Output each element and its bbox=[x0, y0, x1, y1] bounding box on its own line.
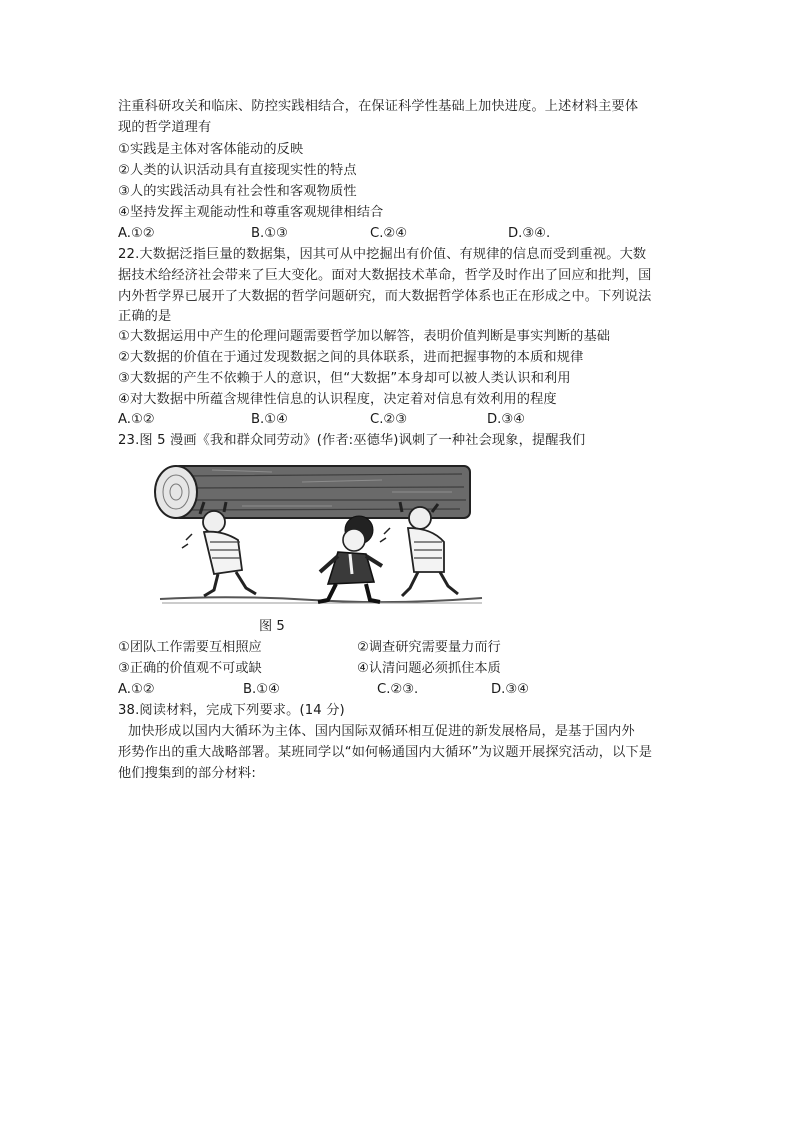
q38-para-line1: 加快形成以国内大循环为主体、国内国际双循环相互促进的新发展格局，是基于国内外 bbox=[128, 724, 635, 739]
q22-stem-line1: 22.大数据泛指巨量的数据集，因其可从中挖掘出有价值、有规律的信息而受到重视。大数 bbox=[118, 247, 647, 262]
q22-stem-line3: 内外哲学界已展开了大数据的哲学问题研究，而大数据哲学体系也正在形成之中。下列说法 bbox=[118, 289, 652, 304]
q38-title: 38.阅读材料，完成下列要求。(14 分) bbox=[118, 703, 345, 718]
q23-option-b: B.①④ bbox=[243, 682, 280, 697]
cartoon-figure bbox=[152, 462, 486, 610]
q22-options bbox=[118, 410, 678, 430]
q22-option-d: D.③④ bbox=[487, 412, 525, 427]
q23-items-row1 bbox=[118, 638, 678, 658]
q22-option-c: C.②③ bbox=[370, 412, 408, 427]
q23-items-row2 bbox=[118, 659, 678, 679]
q38-para-line2: 形势作出的重大战略部署。某班同学以“如何畅通国内大循环”为议题开展探究活动，以下是 bbox=[118, 745, 653, 760]
q23-item-1: ①团队工作需要互相照应 bbox=[118, 640, 262, 655]
q23-option-c: C.②③. bbox=[377, 682, 419, 697]
q21-stem-line2: 现的哲学道理有 bbox=[118, 120, 212, 135]
figure-caption: 图 5 bbox=[259, 619, 285, 634]
q23-item-4: ④认清问题必须抓住本质 bbox=[357, 661, 501, 676]
q22-stem-line4: 正确的是 bbox=[118, 309, 172, 324]
q23-option-d: D.③④ bbox=[491, 682, 529, 697]
q23-options bbox=[118, 680, 678, 700]
q21-option-b: B.①③ bbox=[251, 226, 288, 241]
q21-stem-line1: 注重科研攻关和临床、防控实践相结合，在保证科学性基础上加快进度。上述材料主要体 bbox=[118, 99, 639, 114]
q21-item-2: ②人类的认识活动具有直接现实性的特点 bbox=[118, 163, 357, 178]
q22-option-a: A.①② bbox=[118, 412, 155, 427]
q23-item-3: ③正确的价值观不可或缺 bbox=[118, 661, 262, 676]
q22-item-2: ②大数据的价值在于通过发现数据之间的具体联系，进而把握事物的本质和规律 bbox=[118, 350, 584, 365]
q21-option-c: C.②④ bbox=[370, 226, 408, 241]
q23-item-2: ②调查研究需要量力而行 bbox=[357, 640, 501, 655]
q38-para-line3: 他们搜集到的部分材料: bbox=[118, 766, 256, 781]
q21-options bbox=[118, 224, 678, 244]
q21-item-4: ④坚持发挥主观能动性和尊重客观规律相结合 bbox=[118, 205, 384, 220]
q22-option-b: B.①④ bbox=[251, 412, 288, 427]
q22-item-4: ④对大数据中所蕴含规律性信息的认识程度，决定着对信息有效利用的程度 bbox=[118, 392, 557, 407]
q22-item-1: ①大数据运用中产生的伦理问题需要哲学加以解答，表明价值判断是事实判断的基础 bbox=[118, 329, 611, 344]
q21-option-a: A.①② bbox=[118, 226, 155, 241]
q22-item-3: ③大数据的产生不依赖于人的意识，但“大数据”本身却可以被人类认识和利用 bbox=[118, 371, 571, 386]
q21-option-d: D.③④. bbox=[508, 226, 551, 241]
q23-option-a: A.①② bbox=[118, 682, 155, 697]
q22-stem-line2: 据技术给经济社会带来了巨大变化。面对大数据技术革命，哲学及时作出了回应和批判，国 bbox=[118, 268, 652, 283]
q23-stem: 23.图 5 漫画《我和群众同劳动》(作者:巫德华)讽刺了一种社会现象，提醒我们 bbox=[118, 433, 586, 448]
q21-item-1: ①实践是主体对客体能动的反映 bbox=[118, 142, 304, 157]
q21-item-3: ③人的实践活动具有社会性和客观物质性 bbox=[118, 184, 357, 199]
